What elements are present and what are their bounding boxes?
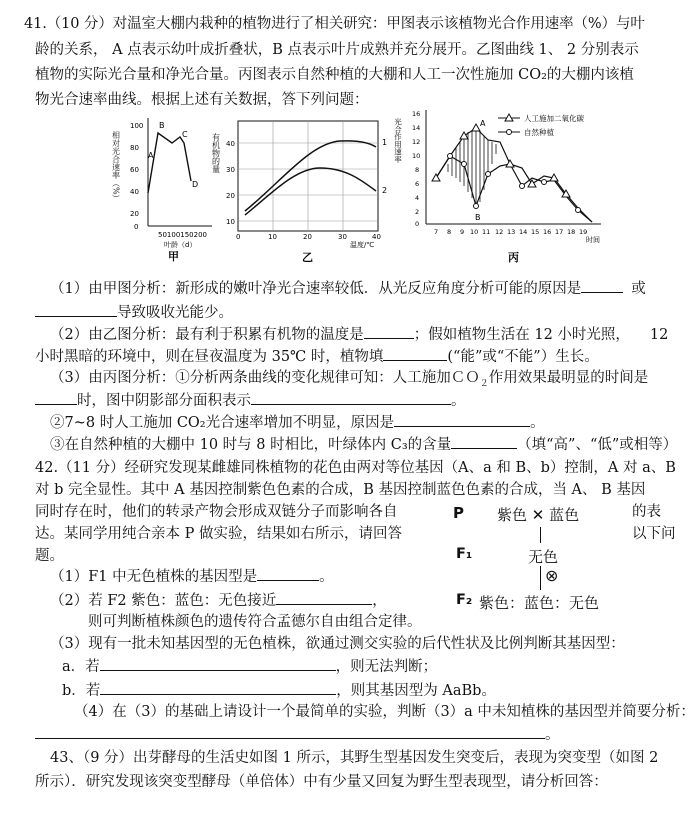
answer-blank[interactable] <box>251 390 451 405</box>
bing-series-co2 <box>436 128 592 222</box>
yi-ytick: 10 <box>226 218 235 226</box>
yi-xlabel: 温度/℃ <box>350 241 375 249</box>
yi-ytick: 30 <box>226 166 235 174</box>
q41-sub3-text2: 作用效果最明显的时间是 <box>488 370 649 386</box>
q42-sub3-a-tail: ，则无法判断； <box>335 659 438 675</box>
q42-sub2-text: （2）若 F2 紫色：蓝色：无色接近 <box>50 593 277 609</box>
jia-ytick: 20 <box>130 210 139 218</box>
q41-sub3-line3-text: ②7~8 时人工施加 CO₂光合速率增加不明显，原因是 <box>50 415 395 431</box>
bing-legend <box>498 113 584 137</box>
q41-sub3-line4-tail: （填“高”、“低”或相等） <box>517 437 678 453</box>
bing-ytick: 14 <box>412 124 421 132</box>
cross-arrow-1 <box>540 527 541 543</box>
yi-curve-2 <box>245 168 376 215</box>
yi-xtick: 0 <box>236 233 241 241</box>
answer-blank[interactable] <box>581 278 623 293</box>
bing-ytick: 16 <box>412 110 421 118</box>
q42-sub3: （3）现有一批未知基因型的无色植株，欲通过测交实验的后代性状及比例判断其基因型： <box>50 636 625 652</box>
figure-jia <box>112 113 224 263</box>
answer-blank[interactable] <box>364 324 414 339</box>
q42-sub1 <box>50 566 334 587</box>
answer-blank[interactable] <box>35 390 77 405</box>
bing-point-a: A <box>480 119 486 128</box>
q41-sub2-text2: ；假如植物生活在 12 小时光照， <box>413 327 630 343</box>
q41-sub3-line2 <box>35 390 466 411</box>
jia-point-a: A <box>148 151 154 160</box>
answer-blank[interactable] <box>451 434 517 449</box>
bing-ytick: 2 <box>415 208 420 216</box>
q42-sub4-end: 。 <box>545 727 560 743</box>
yi-ytick: 20 <box>226 192 235 200</box>
bing-ytick: 6 <box>415 180 420 188</box>
figure-yi <box>210 113 395 263</box>
svg-text:18: 18 <box>567 228 576 236</box>
q41-sub3-text: （3）由丙图分析：①分析两条曲线的变化规律可知：人工施加ＣＯ <box>50 370 480 386</box>
bing-xticks <box>434 228 587 236</box>
q41-sub1-tail: 导致吸收光能少。 <box>117 305 233 321</box>
svg-text:19: 19 <box>579 228 588 236</box>
jia-ytick: 40 <box>130 188 139 196</box>
bing-legend-natural: 自然种植 <box>524 128 554 137</box>
q41-line2: 龄的关系， A 点表示幼叶成折叠状，B 点表示叶片成熟并充分展开。乙图曲线 1、 2 分别表示 <box>35 42 639 58</box>
svg-text:15: 15 <box>531 228 540 236</box>
q41-sub1-line2 <box>35 302 233 323</box>
cross-f1-label: F₁ <box>456 546 473 562</box>
answer-blank[interactable] <box>394 412 530 427</box>
cross-p-label: P <box>453 504 464 522</box>
q42-sub4: （4）在（3）的基础上请设计一个最简单的实验，判断（3）a 中未知植株的基因型并简要分析： <box>74 704 695 720</box>
answer-blank[interactable] <box>383 346 447 361</box>
q42-line4a: 达。某同学用纯合亲本 P 做实验，结果如右所示，请回答 <box>35 526 402 542</box>
bing-ytick: 12 <box>412 138 421 146</box>
jia-ytick: 0 <box>134 223 139 231</box>
cross-arrow-2 <box>540 566 541 590</box>
q42-sub4-line2 <box>35 724 560 745</box>
q42-line5: 题。 <box>35 548 64 564</box>
q42-sub2-end: ， <box>372 593 387 609</box>
answer-blank[interactable] <box>100 680 336 695</box>
bing-ytick: 4 <box>415 194 420 202</box>
yi-curve-2-label: 2 <box>382 186 388 195</box>
bing-ylabel: 光合作用速率 <box>393 118 403 163</box>
jia-xlabel: 叶龄（d） <box>164 241 197 249</box>
svg-text:14: 14 <box>519 228 528 236</box>
cross-f1-text: 无色 <box>528 548 559 566</box>
q41-sub2-text3: 12 <box>649 327 669 343</box>
svg-text:8: 8 <box>447 228 452 236</box>
bing-ytick: 0 <box>415 220 420 228</box>
yi-ylabel: 有机物的量 <box>211 133 221 173</box>
jia-yticks <box>130 122 143 231</box>
q42-sub2-line2: 则可判断植株颜色的遗传符合孟德尔自由组合定律。 <box>88 614 422 630</box>
jia-xticks: 50100150200 <box>158 231 207 239</box>
q41-sub2-line2 <box>35 346 599 367</box>
q42-sub3-b-label: b．若 <box>62 683 101 699</box>
q41-sub3-line3-tail: 。 <box>530 415 545 431</box>
q41-sub2-line2-tail: (“能”或“不能”）生长。 <box>447 349 599 365</box>
bing-title: 丙 <box>508 251 519 264</box>
cross-selfing-symbol: ⊗ <box>545 566 559 585</box>
q42-line2: 对 b 完全显性。其中 A 基因控制紫色色素的合成，B 基因控制蓝色色素的合成，当 A、 B 基因 <box>35 482 646 498</box>
jia-point-c: C <box>182 130 188 139</box>
bing-legend-co2: 人工施加二氧化碳 <box>524 114 584 123</box>
answer-blank[interactable] <box>35 302 117 317</box>
q41-sub3-line4-text: ③在自然种植的大棚中 10 时与 8 时相比，叶绿体内 C₃的含量 <box>50 437 452 453</box>
q42-header: 42.（11 分）经研究发现某雌雄同株植物的花色由两对等位基因（A、a 和 B、b）控制，A 对 a、B <box>35 460 676 476</box>
jia-ytick: 60 <box>130 166 139 174</box>
q41-sub3-subscript: ２ <box>479 378 489 389</box>
yi-ytick: 40 <box>226 140 235 148</box>
yi-curve-1 <box>245 141 376 211</box>
q42-line3a: 同时存在时，他们的转录产物会形成双链分子而影响各自 <box>35 504 398 520</box>
q42-sub3-b-tail: ，则其基因型为 AaBb。 <box>336 683 496 699</box>
svg-text:13: 13 <box>507 228 516 236</box>
yi-curve-1-label: 1 <box>382 138 388 147</box>
q43-header: 43、（9 分）出芽酵母的生活史如图 1 所示，其野生型基因发生突变后，表现为突变型（如图 2 <box>50 750 659 766</box>
svg-text:17: 17 <box>555 228 564 236</box>
svg-text:9: 9 <box>460 228 465 236</box>
q42-sub3-a <box>62 656 437 677</box>
q43-line2: 所示）．研究发现该突变型酵母（单倍体）中有少量又回复为野生型表现型，请分析回答： <box>35 774 608 790</box>
q41-sub1-line1 <box>50 278 646 299</box>
svg-text:16: 16 <box>543 228 552 236</box>
figure-bing <box>393 106 611 266</box>
q41-sub1-or: 或 <box>631 281 646 297</box>
q41-sub3-line2-text: 时，图中阴影部分面积表示 <box>77 393 251 409</box>
svg-text:10: 10 <box>470 228 479 236</box>
jia-title: 甲 <box>168 250 179 263</box>
bing-ytick: 10 <box>412 152 421 160</box>
svg-text:12: 12 <box>495 228 504 236</box>
q42-sub3-b <box>62 680 496 701</box>
answer-blank[interactable] <box>35 724 545 739</box>
answer-blank[interactable] <box>257 566 319 581</box>
cross-parents: 紫色 ✕ 蓝色 <box>497 506 580 524</box>
cross-f2-text: 紫色：蓝色：无色 <box>479 594 600 612</box>
jia-ytick: 100 <box>130 122 144 130</box>
bing-ytick: 8 <box>415 166 420 174</box>
yi-grid <box>238 121 378 231</box>
q41-sub2-line1 <box>50 324 668 345</box>
q42-sub1-text: （1）F1 中无色植株的基因型是 <box>50 569 258 585</box>
jia-ylabel: 相对光合速率（%） <box>111 131 121 203</box>
yi-xtick: 40 <box>372 233 381 241</box>
q41-sub1-text: （1）由甲图分析：新形成的嫩叶净光合速率较低．从光反应角度分析可能的原因是 <box>50 281 582 297</box>
bing-point-b: B <box>475 213 481 222</box>
q42-sub3-a-label: a．若 <box>62 659 100 675</box>
jia-curve <box>148 133 191 193</box>
jia-ytick: 80 <box>130 144 139 152</box>
q42-line4b: 以下问 <box>632 526 676 542</box>
yi-title: 乙 <box>302 251 313 264</box>
q41-sub3-line2-tail: 。 <box>451 393 466 409</box>
q41-line4: 物光合速率曲线。根据上述有关数据，答下列问题： <box>35 92 369 108</box>
q41-sub3-line3 <box>50 412 545 433</box>
svg-text:7: 7 <box>434 228 439 236</box>
yi-xtick: 20 <box>303 233 312 241</box>
cross-f2-label: F₂ <box>456 592 473 608</box>
q42-sub1-end: 。 <box>319 569 334 585</box>
q41-line3: 植物的实际光合量和净光合量。丙图表示自然种植的大棚和人工一次性施加 CO₂的大棚内该植 <box>35 67 634 83</box>
q41-sub3-line4 <box>50 434 677 455</box>
yi-xtick: 30 <box>338 233 347 241</box>
q41-header: 41.（10 分）对温室大棚内栽种的植物进行了相关研究：甲图表示该植物光合作用速率（%）与叶 <box>24 16 645 32</box>
svg-text:11: 11 <box>482 228 491 236</box>
q42-sub2 <box>50 590 387 611</box>
q41-sub2-line2-text: 小时黑暗的环境中，则在昼夜温度为 35℃ 时，植物填 <box>35 349 384 365</box>
bing-xlabel: 时间 <box>586 236 600 244</box>
q42-line3b: 的表 <box>632 504 661 520</box>
yi-xtick: 10 <box>268 233 277 241</box>
jia-point-d: D <box>192 180 199 189</box>
answer-blank[interactable] <box>276 590 372 605</box>
q41-sub2-text: （2）由乙图分析：最有利于积累有机物的温度是 <box>50 327 364 343</box>
jia-point-b: B <box>159 121 165 130</box>
bing-shaded-area <box>448 130 496 206</box>
answer-blank[interactable] <box>100 656 336 671</box>
